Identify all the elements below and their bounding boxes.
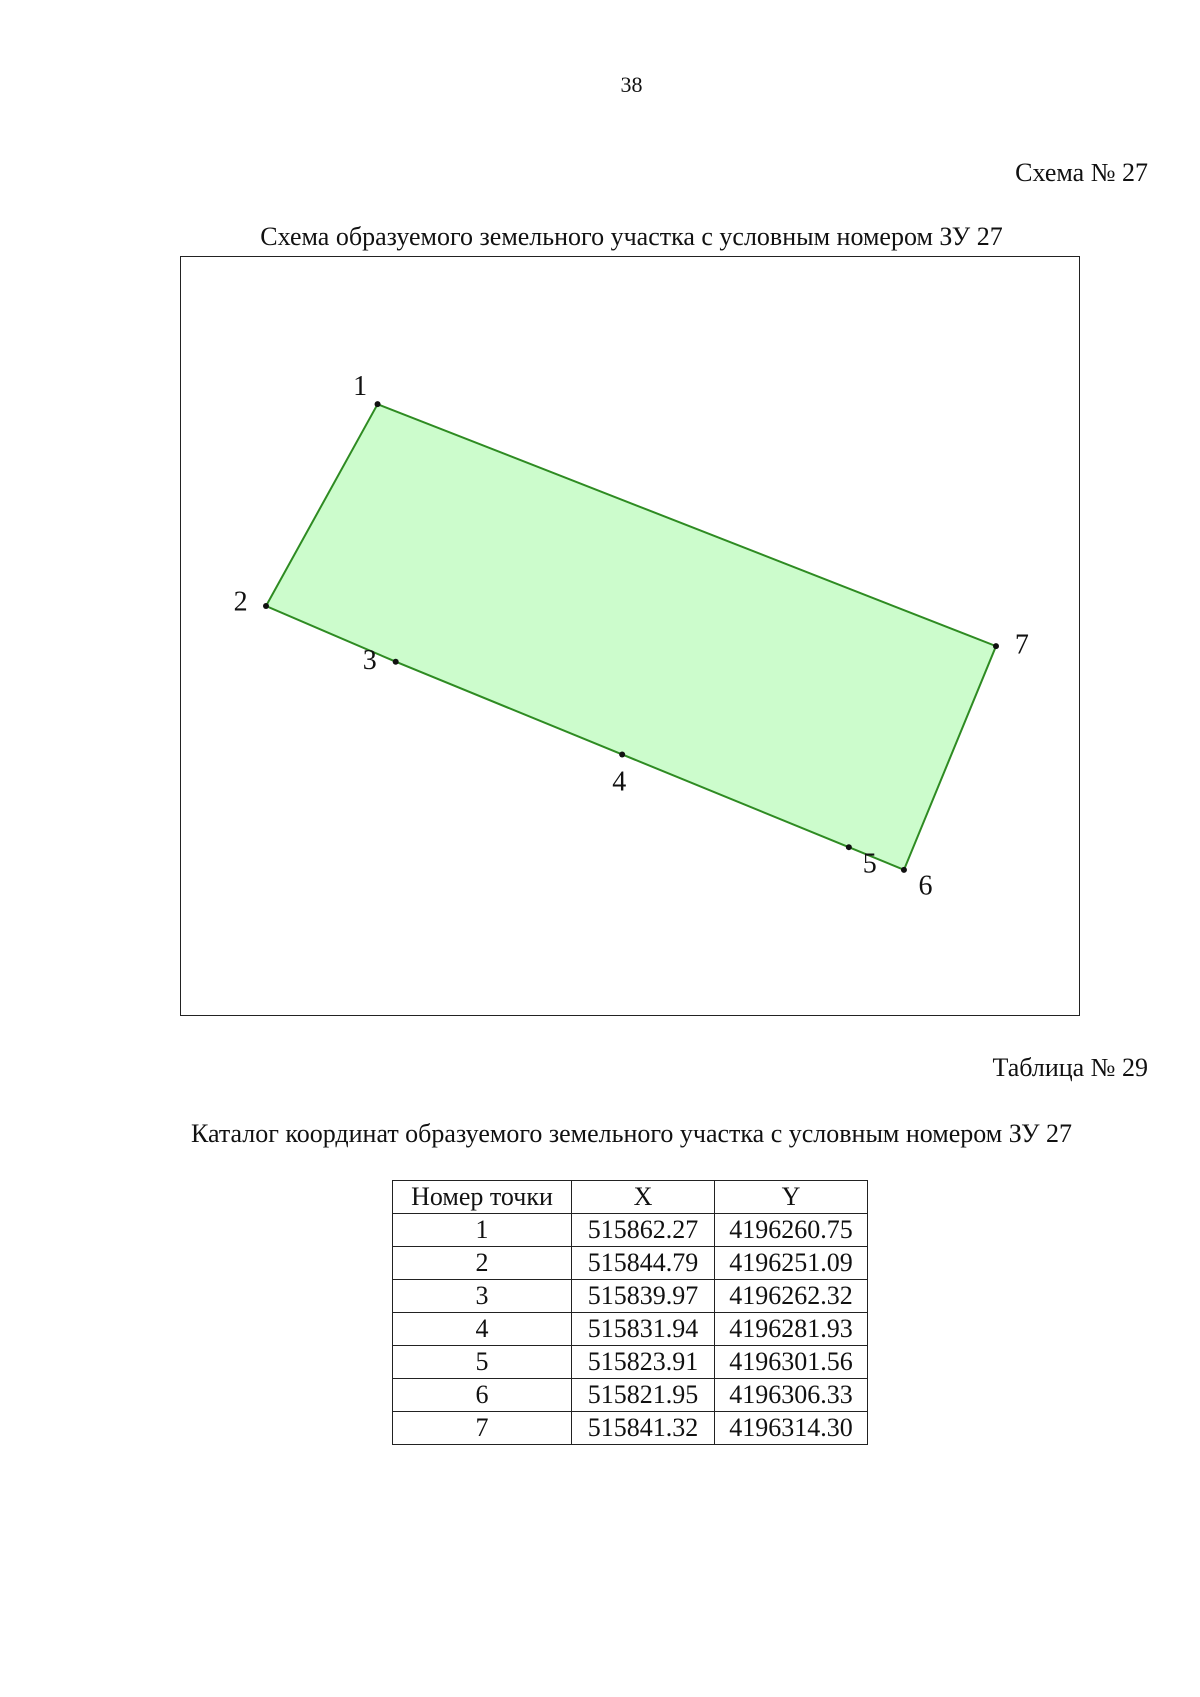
vertex-label: 2: [233, 586, 248, 618]
table-title: Каталог координат образуемого земельного участка с условным номером ЗУ 27: [190, 1119, 1073, 1148]
vertex-marker: [263, 603, 269, 609]
vertex-marker: [375, 401, 381, 407]
header-x: X: [572, 1181, 715, 1214]
table-row: [393, 1247, 868, 1280]
scheme-title: Схема образуемого земельного участка с условным номером ЗУ 27: [260, 222, 1003, 251]
vertex-marker: [846, 844, 852, 850]
scheme-label: Схема № 27: [1015, 158, 1148, 187]
point-number: 6: [393, 1379, 572, 1412]
vertex-marker: [901, 867, 907, 873]
point-y: 4196251.09: [715, 1247, 868, 1280]
point-y: 4196314.30: [715, 1412, 868, 1445]
header-point-number: Номер точки: [393, 1181, 572, 1214]
vertex-marker: [993, 643, 999, 649]
point-number: 2: [393, 1247, 572, 1280]
parcel-diagram: [181, 257, 1081, 1017]
vertex-label: 3: [362, 645, 377, 677]
point-y: 4196281.93: [715, 1313, 868, 1346]
vertex-label: 7: [1014, 629, 1029, 661]
table-row: [393, 1379, 868, 1412]
point-x: 515839.97: [572, 1280, 715, 1313]
table-row: [393, 1214, 868, 1247]
table-label: Таблица № 29: [992, 1053, 1148, 1082]
table-row: [393, 1280, 868, 1313]
table-row: [393, 1346, 868, 1379]
point-x: 515841.32: [572, 1412, 715, 1445]
point-number: 1: [393, 1214, 572, 1247]
point-x: 515831.94: [572, 1313, 715, 1346]
point-x: 515821.95: [572, 1379, 715, 1412]
vertex-marker: [619, 751, 625, 757]
vertex-label: 6: [918, 870, 933, 902]
table-row: [393, 1313, 868, 1346]
point-x: 515862.27: [572, 1214, 715, 1247]
coordinates-table: [392, 1180, 868, 1445]
point-y: 4196260.75: [715, 1214, 868, 1247]
point-y: 4196262.32: [715, 1280, 868, 1313]
point-number: 4: [393, 1313, 572, 1346]
point-number: 3: [393, 1280, 572, 1313]
point-x: 515823.91: [572, 1346, 715, 1379]
parcel-map: [180, 256, 1080, 1016]
table-header-row: [393, 1181, 868, 1214]
vertex-label: 4: [612, 766, 627, 798]
page-number: 38: [620, 72, 643, 97]
point-number: 7: [393, 1412, 572, 1445]
vertex-label: 5: [862, 848, 877, 880]
vertex-label: 1: [353, 370, 368, 402]
table-row: [393, 1412, 868, 1445]
point-y: 4196306.33: [715, 1379, 868, 1412]
vertex-marker: [393, 659, 399, 665]
point-x: 515844.79: [572, 1247, 715, 1280]
parcel-boundary: [266, 404, 996, 870]
point-y: 4196301.56: [715, 1346, 868, 1379]
header-y: Y: [715, 1181, 868, 1214]
point-number: 5: [393, 1346, 572, 1379]
